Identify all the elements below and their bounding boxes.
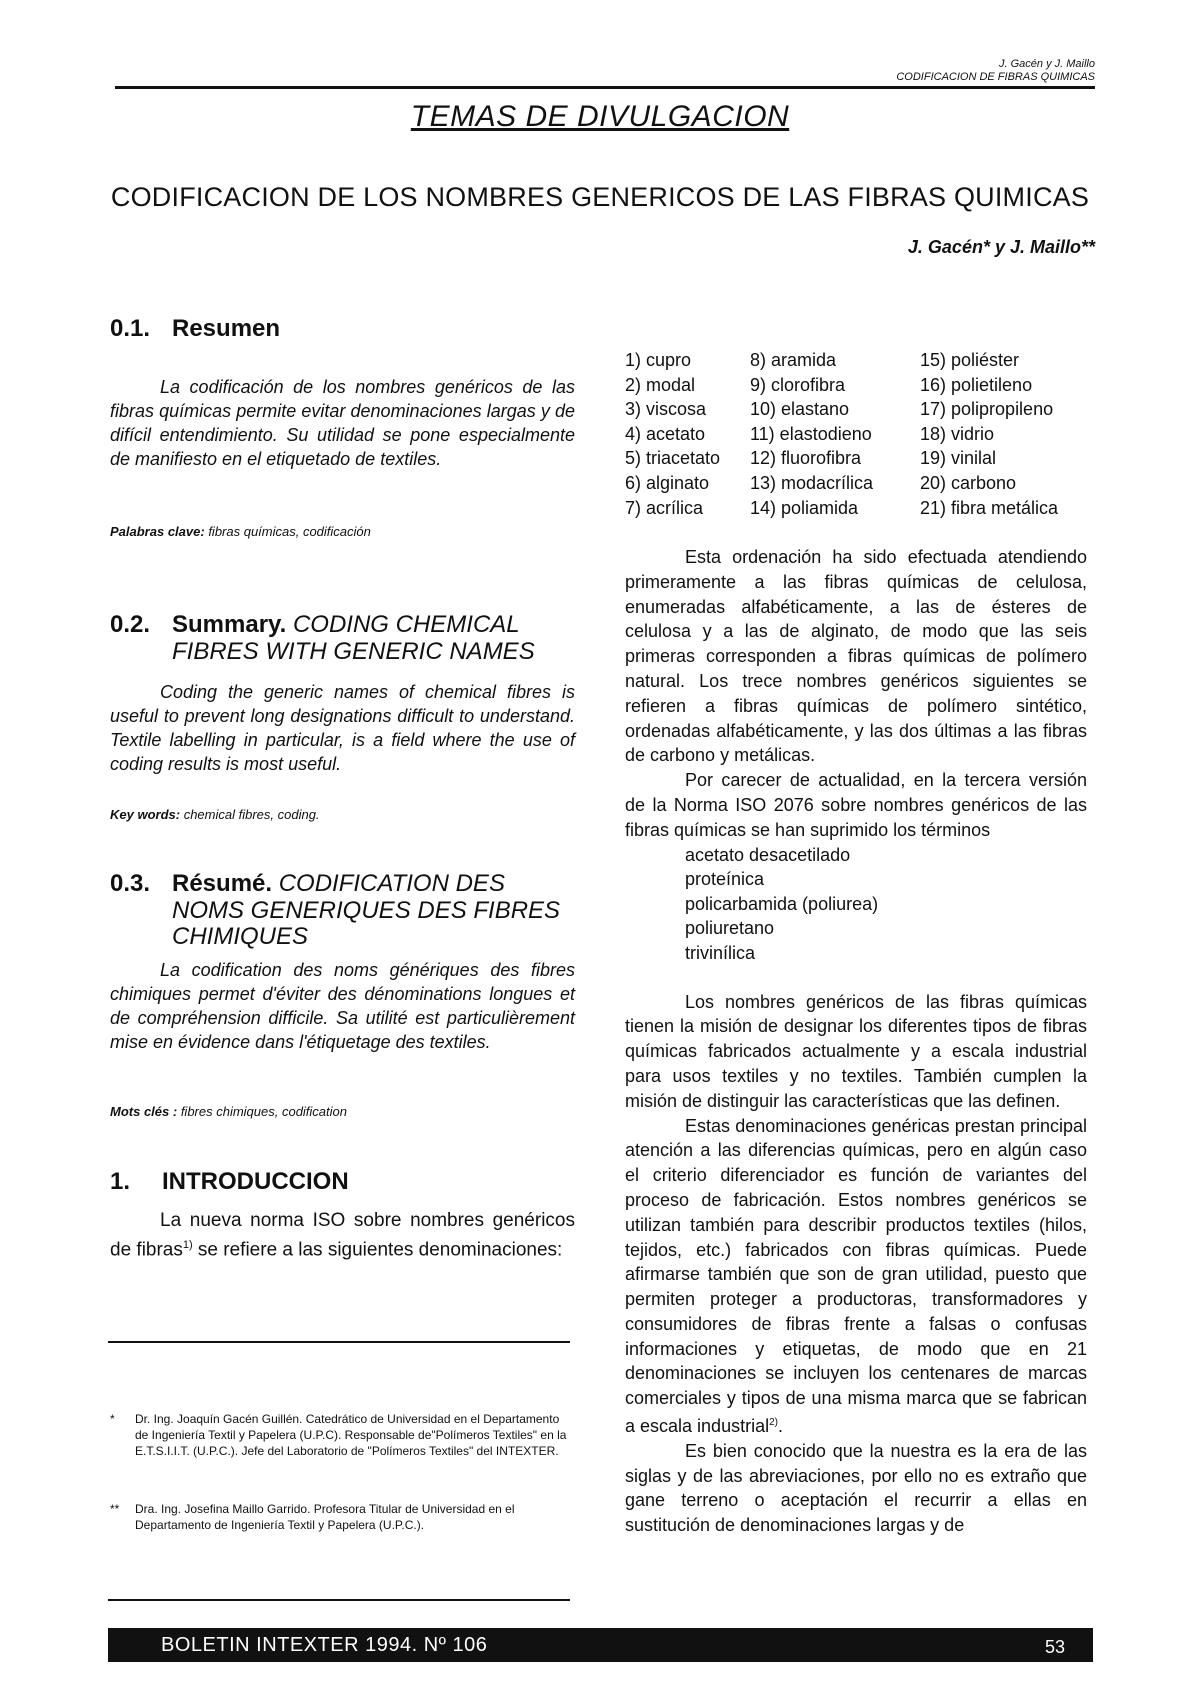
resumen-heading [110,315,575,343]
fibre-item: 21) fibra metálica [920,497,1059,518]
summary-subtitle-2: FIBRES WITH GENERIC NAMES [172,638,535,665]
resume-keywords [110,1104,575,1119]
article-authors: J. Gacén* y J. Maillo** [907,237,1095,257]
paragraph-ordering: Esta ordenación ha sido efectuada atendiendo primeramente a las fibras químicas de celulosa, enumeradas alfabéticamente, a las de ésteres de celulosa y a las de alginato, de modo que las seis primeras corresponden a fibras químicas de polímero natural. Los trece nombres genéricos siguientes se refieren a fibras químicas de polímero sintético, ordenadas alfabéticamente, y las dos últimas a las fibras de carbono y metálicas. [625,547,1087,766]
intro-text [110,1208,575,1262]
fibre-list [625,348,1087,520]
fibre-item: 10) elastano [750,399,850,420]
footnote-2 [110,1501,567,1533]
removed-term: proteínica [685,869,765,890]
denominations-footnote-ref[interactable]: 2) [769,1417,778,1429]
fibre-item: 6) alginato [625,472,710,493]
footnote-rule [108,1341,570,1343]
summary-keywords [110,807,575,822]
footnote-2-mark: ** [110,1502,120,1516]
right-column-text [625,545,1087,1538]
resumen-number: 0.1. [110,315,151,342]
removed-terms-list [625,843,1087,966]
resume-heading [110,870,575,950]
summary-text: Coding the generic names of chemical fibres is useful to prevent long designations difficult to understand. Textile labelling in particular, is a field where the use of coding results is most useful. [110,682,575,774]
running-authors: J. Gacén y J. Maillo [999,58,1095,70]
summary-keywords-label: Key words: [110,807,181,822]
fibre-item: 4) acetato [625,423,706,444]
journal-name: BOLETIN INTEXTER 1994. Nº 106 [161,1634,488,1656]
resume-number: 0.3. [110,870,151,897]
summary-number: 0.2. [110,611,151,638]
removed-term: acetato desacetilado [685,844,851,865]
resume-keywords-label: Mots clés : [110,1104,178,1119]
paragraph-iso-removed: Por carecer de actualidad, en la tercera versión de la Norma ISO 2076 sobre nombres genéricos de las fibras químicas se han suprimido los términos [625,770,1087,840]
paragraph-mission: Los nombres genéricos de las fibras químicas tienen la misión de designar los diferentes tipos de fibras químicas fabricados actualmente y a escala industrial para usos textiles y no textiles. También cumplen la misión de distinguir las características que las definen. [625,991,1087,1111]
footnote-1 [110,1411,567,1459]
removed-term: poliuretano [685,918,775,939]
intro-footnote-ref[interactable]: 1) [182,1239,193,1251]
footnote-1-text: Dr. Ing. Joaquín Gacén Guillén. Catedrático de Universidad en el Departamento de Ingeniería Textil y Papelera (U.P.C). Responsable de"Polímeros Textiles" en la E.T.S.I.I.T. (U.P.C.). Jefe del Laboratorio de "Polímeros Textiles" del INTEXTER. [135,1412,567,1458]
resume-subtitle-2: NOMS GENERIQUES DES FIBRES [172,897,561,924]
fibre-item: 19) vinilal [920,448,997,469]
article-title: CODIFICACION DE LOS NOMBRES GENERICOS DE LAS FIBRAS QUIMICAS [110,182,1090,212]
removed-term: policarbamida (poliurea) [685,893,879,914]
resume-title: Résumé. [172,870,273,897]
summary-title: Summary. [172,611,287,638]
summary-keywords-value: chemical fibres, coding. [183,807,320,822]
running-title: CODIFICACION DE FIBRAS QUIMICAS [896,71,1095,83]
fibre-item: 14) poliamida [750,497,859,518]
footnote-1-mark: * [110,1412,115,1426]
running-header [896,58,1095,84]
section-title: TEMAS DE DIVULGACION [410,100,790,133]
fibre-item: 16) polietileno [920,374,1033,395]
resumen-title: Resumen [172,315,281,342]
intro-text-before: La nueva norma ISO sobre nombres genéricos de fibras [110,1210,575,1261]
fibre-item: 8) aramida [750,350,837,370]
footer-band [108,1628,1093,1662]
page-number: 53 [1044,1637,1065,1657]
fibre-item: 20) carbono [920,472,1017,493]
summary-heading [110,611,575,665]
fibre-item: 2) modal [625,374,696,395]
paragraph-denominations [625,1114,1087,1439]
resumen-keywords-value: fibras químicas, codificación [208,524,371,539]
paragraph-denominations-text: Estas denominaciones genéricas prestan principal atención a las diferencias químicas, pero en algún caso el criterio diferenciador es función de variantes del proceso de fabricación. Estos nombres genéricos se utilizan también para describir productos textiles (hilos, tejidos, etc.) fabricados con fibras químicas. Puede afirmarse también que son de gran utilidad, puesto que permiten proteger a productoras, transformadores y consumidores de fibras frente a falsas o confusas informaciones y etiquetas, de modo que en 21 denominaciones se incluyen los centenares de marcas comerciales y tipos de una misma marca que se fabrican a escala industrial [625,1115,1087,1437]
fibre-item: 13) modacrílica [750,472,874,493]
fibre-item: 9) clorofibra [750,374,846,395]
paragraph-denominations-end: . [778,1416,784,1437]
resume-text: La codification des noms génériques des fibres chimiques permet d'éviter des dénominations longues et de compréhension difficile. Sa utilité est particulièrement mise en évidence dans l'étiquetage des textiles. [110,960,575,1052]
footnote-2-text: Dra. Ing. Josefina Maillo Garrido. Profesora Titular de Universidad en el Departamento de Ingeniería Textil y Papelera (U.P.C.). [135,1502,515,1532]
fibre-item: 18) vidrio [920,423,995,444]
fibre-item: 5) triacetato [625,448,721,469]
fibre-item: 7) acrílica [625,497,704,518]
paragraph-acronyms: Es bien conocido que la nuestra es la era de las siglas y de las abreviaciones, por ello no es extraño que gane terreno o aceptación el recurrir a ellas en sustitución de denominaciones largas y de [625,1440,1087,1536]
fibre-item: 12) fluorofibra [750,448,862,469]
resume-keywords-value: fibres chimiques, codification [180,1104,348,1119]
resume-subtitle-3: CHIMIQUES [172,923,309,950]
removed-term: trivinílica [685,942,756,963]
fibre-item: 3) viscosa [625,399,707,420]
intro-text-after: se refiere a las siguientes denominaciones: [192,1239,563,1261]
fibre-item: 15) poliéster [920,350,1020,370]
resume-subtitle-1: CODIFICATION DES [278,870,505,897]
fibre-item: 11) elastodieno [750,423,872,444]
intro-number: 1. [110,1168,131,1195]
bottom-rule [108,1599,570,1601]
header-rule [115,86,1095,89]
summary-subtitle-1: CODING CHEMICAL [292,611,520,638]
intro-title: INTRODUCCION [162,1168,349,1195]
resumen-keywords-label: Palabras clave: [110,524,205,539]
fibre-item: 1) cupro [625,350,692,370]
resumen-keywords [110,524,575,539]
resumen-text: La codificación de los nombres genéricos de las fibras químicas permite evitar denominaciones largas y de difícil entendimiento. Su utilidad se pone especialmente de manifiesto en el etiquetado de textiles. [110,377,575,469]
fibre-item: 17) polipropileno [920,399,1054,420]
intro-heading [110,1168,575,1196]
